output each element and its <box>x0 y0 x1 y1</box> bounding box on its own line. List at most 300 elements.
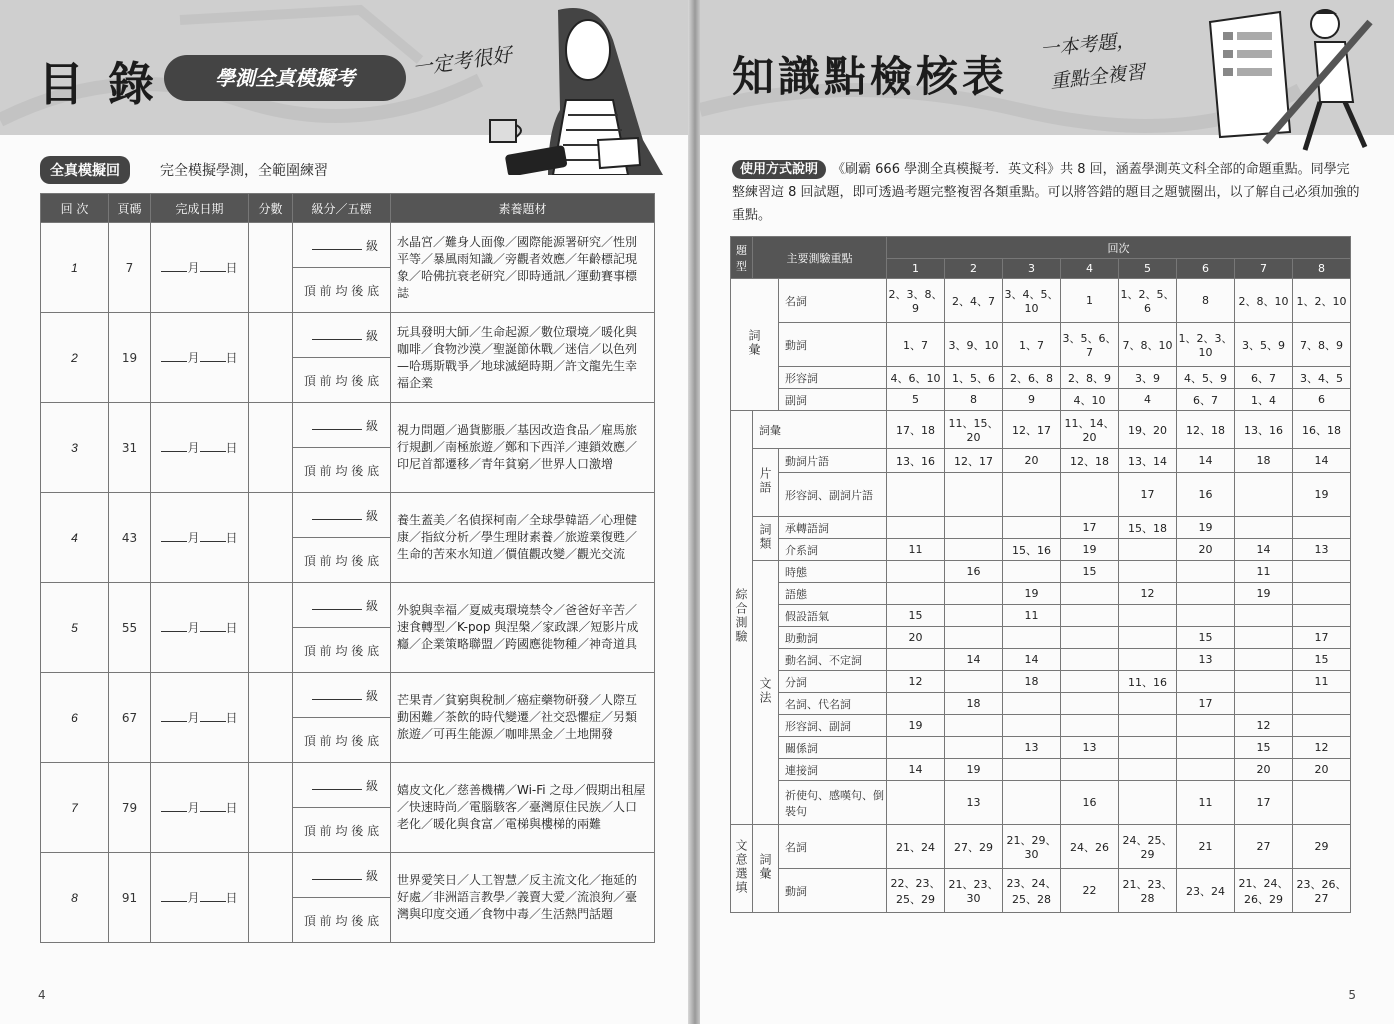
round-number: 3 <box>41 403 109 493</box>
question-numbers: 2、8、9 <box>1061 367 1119 389</box>
question-numbers: 16 <box>1177 473 1235 517</box>
question-numbers: 27、29 <box>945 825 1003 869</box>
question-numbers: 8 <box>1177 279 1235 323</box>
focus-label: 介系詞 <box>779 539 887 561</box>
page-ref: 43 <box>109 493 151 583</box>
question-numbers <box>1119 715 1177 737</box>
five-marks-cell: 頂 前 均 後 底 <box>293 808 391 853</box>
checklist-row <box>731 693 1351 715</box>
focus-label: 時態 <box>779 561 887 583</box>
checklist-row <box>731 411 1351 449</box>
question-numbers: 21、23、30 <box>945 869 1003 913</box>
question-numbers: 1、2、5、6 <box>1119 279 1177 323</box>
question-numbers: 6 <box>1293 389 1351 411</box>
day-label: 日 <box>225 621 238 635</box>
question-numbers <box>1003 715 1061 737</box>
question-numbers: 17 <box>1061 517 1119 539</box>
round-number-cell: 6 <box>1177 259 1235 279</box>
level-cell <box>293 223 391 268</box>
question-numbers <box>1177 561 1235 583</box>
question-numbers: 14 <box>1177 449 1235 473</box>
question-numbers: 12、17 <box>945 449 1003 473</box>
month-label: 月 <box>187 891 200 905</box>
level-suffix: 級 <box>365 328 378 343</box>
focus-label: 動詞片語 <box>779 449 887 473</box>
five-marks-cell: 頂 前 均 後 底 <box>293 718 391 763</box>
question-numbers <box>1119 539 1177 561</box>
group-label <box>731 825 753 913</box>
question-numbers: 11 <box>1235 561 1293 583</box>
five-marks-cell: 頂 前 均 後 底 <box>293 448 391 493</box>
question-numbers: 15、16 <box>1003 539 1061 561</box>
day-label: 日 <box>225 801 238 815</box>
group-label <box>753 449 779 517</box>
group-label <box>731 279 779 411</box>
focus-label: 助動詞 <box>779 627 887 649</box>
question-numbers: 12、17 <box>1003 411 1061 449</box>
question-numbers <box>1061 605 1119 627</box>
level-suffix: 級 <box>365 418 378 433</box>
question-numbers: 11 <box>1003 605 1061 627</box>
question-numbers <box>1061 671 1119 693</box>
question-numbers: 13、16 <box>1235 411 1293 449</box>
completion-date <box>151 583 249 673</box>
question-numbers <box>1061 473 1119 517</box>
question-numbers: 14 <box>1003 649 1061 671</box>
round-number-cell: 5 <box>1119 259 1177 279</box>
question-numbers: 13、14 <box>1119 449 1177 473</box>
question-numbers <box>1177 737 1235 759</box>
checklist-row <box>731 561 1351 583</box>
day-label: 日 <box>225 531 238 545</box>
topics-cell: 世界愛笑日／人工智慧／反主流文化／拖延的好處／非洲語言教學／義賣大愛／流浪狗／臺灣與印度交通／食物中毒／生活熱門話題 <box>391 853 655 943</box>
question-numbers: 1、2、3、10 <box>1177 323 1235 367</box>
question-numbers: 27 <box>1235 825 1293 869</box>
question-numbers: 17、18 <box>887 411 945 449</box>
question-numbers <box>887 583 945 605</box>
month-label: 月 <box>187 801 200 815</box>
toc-row <box>41 763 655 808</box>
toc-row <box>41 313 655 358</box>
exam-series-pill: 學測全真模擬考 <box>164 55 406 101</box>
question-numbers: 23、24、25、28 <box>1003 869 1061 913</box>
question-numbers <box>1293 781 1351 825</box>
question-numbers: 15 <box>887 605 945 627</box>
question-numbers <box>1293 583 1351 605</box>
question-numbers: 20 <box>887 627 945 649</box>
completion-date <box>151 763 249 853</box>
left-page <box>0 0 690 1024</box>
question-numbers: 2、8、10 <box>1235 279 1293 323</box>
question-numbers: 14 <box>1235 539 1293 561</box>
checklist-row <box>731 869 1351 913</box>
question-numbers: 15 <box>1235 737 1293 759</box>
month-blank <box>161 350 187 362</box>
checklist-row <box>731 627 1351 649</box>
page-title: 知識點檢核表 <box>732 52 1009 101</box>
checklist-row <box>731 715 1351 737</box>
question-numbers: 21、23、28 <box>1119 869 1177 913</box>
question-numbers <box>945 473 1003 517</box>
question-numbers <box>945 583 1003 605</box>
group-label <box>753 561 779 825</box>
level-cell <box>293 403 391 448</box>
question-numbers: 4、10 <box>1061 389 1119 411</box>
usage-tag: 使用方式說明 <box>732 160 826 179</box>
question-numbers <box>1177 759 1235 781</box>
question-numbers: 14 <box>1293 449 1351 473</box>
question-numbers: 22 <box>1061 869 1119 913</box>
level-suffix: 級 <box>365 598 378 613</box>
checklist-row <box>731 781 1351 825</box>
level-blank <box>312 327 362 340</box>
month-label: 月 <box>187 351 200 365</box>
day-blank <box>200 440 226 452</box>
question-numbers <box>1177 605 1235 627</box>
focus-label: 形容詞、副詞 <box>779 715 887 737</box>
page-title: 目 錄 <box>38 57 159 111</box>
question-numbers: 12 <box>1235 715 1293 737</box>
question-numbers: 3、9 <box>1119 367 1177 389</box>
checklist-row <box>731 583 1351 605</box>
level-blank <box>312 687 362 700</box>
question-numbers: 19 <box>1003 583 1061 605</box>
toc-row <box>41 403 655 448</box>
question-numbers: 13、16 <box>887 449 945 473</box>
page-ref: 55 <box>109 583 151 673</box>
score-cell <box>249 223 293 313</box>
focus-label: 名詞 <box>779 825 887 869</box>
focus-label: 動詞 <box>779 869 887 913</box>
question-numbers <box>945 517 1003 539</box>
question-numbers <box>1293 517 1351 539</box>
group-label-text: 片語 <box>758 467 772 495</box>
checklist-header-row <box>731 237 1351 259</box>
month-label: 月 <box>187 261 200 275</box>
month-blank <box>161 620 187 632</box>
five-marks-cell: 頂 前 均 後 底 <box>293 268 391 313</box>
round-number-cell: 2 <box>945 259 1003 279</box>
question-numbers <box>1061 715 1119 737</box>
question-numbers: 9 <box>1003 389 1061 411</box>
round-header: 回次 <box>887 237 1351 259</box>
day-label: 日 <box>225 351 238 365</box>
focus-label: 形容詞、副詞片語 <box>779 473 887 517</box>
round-number: 2 <box>41 313 109 403</box>
group-label-text: 文法 <box>758 677 772 705</box>
question-numbers <box>1235 627 1293 649</box>
question-numbers: 16 <box>1061 781 1119 825</box>
question-numbers: 8 <box>945 389 1003 411</box>
question-numbers: 3、5、6、7 <box>1061 323 1119 367</box>
score-cell <box>249 403 293 493</box>
level-blank <box>312 597 362 610</box>
checklist-illustration <box>1205 2 1375 152</box>
question-numbers: 12、18 <box>1177 411 1235 449</box>
question-numbers <box>1003 561 1061 583</box>
question-numbers <box>1119 627 1177 649</box>
question-numbers: 20 <box>1177 539 1235 561</box>
toc-row <box>41 853 655 898</box>
focus-header: 主要測驗重點 <box>753 237 887 279</box>
score-cell <box>249 583 293 673</box>
focus-label: 名詞、代名詞 <box>779 693 887 715</box>
focus-label: 分詞 <box>779 671 887 693</box>
section-tag: 全真模擬回 <box>40 156 130 184</box>
round-number: 5 <box>41 583 109 673</box>
level-suffix: 級 <box>365 238 378 253</box>
five-marks-cell: 頂 前 均 後 底 <box>293 628 391 673</box>
toc-header-cell: 分數 <box>249 194 293 223</box>
question-numbers <box>1119 649 1177 671</box>
question-numbers: 3、4、5、10 <box>1003 279 1061 323</box>
question-numbers <box>945 539 1003 561</box>
page-number: 5 <box>1348 988 1356 1002</box>
completion-date <box>151 853 249 943</box>
question-numbers: 11、16 <box>1119 671 1177 693</box>
topics-cell: 嬉皮文化／慈善機構／Wi-Fi 之母／假期出租屋／快速時尚／電腦駭客／臺灣原住民族／人口老化／暖化與食富／電梯與樓梯的兩難 <box>391 763 655 853</box>
question-numbers <box>1003 473 1061 517</box>
question-numbers <box>887 737 945 759</box>
question-numbers: 20 <box>1235 759 1293 781</box>
question-numbers <box>945 715 1003 737</box>
question-numbers <box>1235 649 1293 671</box>
completion-date <box>151 223 249 313</box>
group-label-text: 詞彙 <box>758 853 772 881</box>
question-numbers <box>1119 781 1177 825</box>
section-description: 完全模擬學測，全範圍練習 <box>160 163 328 179</box>
question-numbers <box>1293 561 1351 583</box>
question-numbers: 7、8、10 <box>1119 323 1177 367</box>
question-numbers <box>887 517 945 539</box>
checklist-row <box>731 449 1351 473</box>
day-blank <box>200 710 226 722</box>
question-numbers: 20 <box>1003 449 1061 473</box>
focus-label: 關係詞 <box>779 737 887 759</box>
question-numbers: 18 <box>1235 449 1293 473</box>
level-suffix: 級 <box>365 508 378 523</box>
question-numbers: 19 <box>945 759 1003 781</box>
question-numbers <box>945 605 1003 627</box>
toc-header-cell: 級分／五標 <box>293 194 391 223</box>
question-numbers: 11 <box>1177 781 1235 825</box>
question-numbers <box>1003 759 1061 781</box>
question-numbers: 12 <box>887 671 945 693</box>
usage-text: 《刷霸 666 學測全真模擬考．英文科》共 8 回，涵蓋學測英文科全部的命題重點。同學完整練習這 8 回試題，即可透過考題完整複習各類重點。可以將答錯的題目之題號圈出，以了解自己必須加強的重點。 <box>732 162 1360 223</box>
question-numbers: 21 <box>1177 825 1235 869</box>
topics-cell: 玩具發明大師／生命起源／數位環境／暖化與咖啡／食物沙漠／聖誕節休戰／迷信／以色列—哈瑪斯戰爭／地球滅絕時期／許文龍先生幸福企業 <box>391 313 655 403</box>
level-suffix: 級 <box>365 868 378 883</box>
group-label-text: 詞類 <box>758 523 772 551</box>
checklist-row <box>731 605 1351 627</box>
toc-header-cell: 頁碼 <box>109 194 151 223</box>
round-number-cell: 1 <box>887 259 945 279</box>
question-numbers: 11 <box>1293 671 1351 693</box>
day-blank <box>200 890 226 902</box>
group-label <box>731 411 753 825</box>
toc-table <box>40 193 655 943</box>
question-numbers: 1、7 <box>1003 323 1061 367</box>
topics-cell: 視力問題／過貨膨脹／基因改造食品／雇馬旅行規劃／南極旅遊／鄭和下西洋／連鎖效應／印尼首都遷移／青年貧窮／世界人口激增 <box>391 403 655 493</box>
question-numbers <box>1177 583 1235 605</box>
question-numbers: 14 <box>887 759 945 781</box>
checklist-row <box>731 539 1351 561</box>
month-blank <box>161 710 187 722</box>
focus-label: 動名詞、不定詞 <box>779 649 887 671</box>
toc-row <box>41 583 655 628</box>
level-cell <box>293 313 391 358</box>
question-numbers: 19 <box>1061 539 1119 561</box>
question-numbers: 2、4、7 <box>945 279 1003 323</box>
level-cell <box>293 673 391 718</box>
question-numbers: 21、24 <box>887 825 945 869</box>
focus-label: 假設語氣 <box>779 605 887 627</box>
question-numbers: 1、7 <box>887 323 945 367</box>
question-numbers: 19 <box>887 715 945 737</box>
question-numbers: 16、18 <box>1293 411 1351 449</box>
month-blank <box>161 260 187 272</box>
five-marks-cell: 頂 前 均 後 底 <box>293 538 391 583</box>
topics-cell: 外貌與幸福／夏威夷環境禁令／爸爸好辛苦／速食轉型／K-pop 與涅槃／家政課／短影片成癮／企業策略聯盟／跨國應徙物種／神奇道具 <box>391 583 655 673</box>
round-number-cell: 3 <box>1003 259 1061 279</box>
question-numbers <box>1293 715 1351 737</box>
five-marks-cell: 頂 前 均 後 底 <box>293 358 391 403</box>
question-numbers: 6、7 <box>1177 389 1235 411</box>
question-numbers: 12、18 <box>1061 449 1119 473</box>
checklist-row <box>731 737 1351 759</box>
focus-label: 名詞 <box>779 279 887 323</box>
level-suffix: 級 <box>365 688 378 703</box>
completion-date <box>151 493 249 583</box>
question-numbers: 15 <box>1293 649 1351 671</box>
question-numbers: 2、3、8、9 <box>887 279 945 323</box>
question-numbers: 18 <box>945 693 1003 715</box>
checklist-row <box>731 825 1351 869</box>
five-marks-cell: 頂 前 均 後 底 <box>293 898 391 943</box>
question-numbers: 5 <box>887 389 945 411</box>
question-numbers: 19 <box>1177 517 1235 539</box>
day-label: 日 <box>225 891 238 905</box>
round-number: 8 <box>41 853 109 943</box>
focus-label: 詞彙 <box>753 411 887 449</box>
question-numbers: 6、7 <box>1235 367 1293 389</box>
day-blank <box>200 620 226 632</box>
level-cell <box>293 853 391 898</box>
round-number: 7 <box>41 763 109 853</box>
question-numbers <box>887 473 945 517</box>
day-label: 日 <box>225 261 238 275</box>
checklist-row <box>731 323 1351 367</box>
question-numbers <box>1293 693 1351 715</box>
page-ref: 91 <box>109 853 151 943</box>
question-numbers: 4、6、10 <box>887 367 945 389</box>
day-blank <box>200 800 226 812</box>
group-label-text: 文意選填 <box>734 839 748 895</box>
toc-header-cell: 素養題材 <box>391 194 655 223</box>
question-numbers <box>1119 737 1177 759</box>
question-numbers: 13 <box>945 781 1003 825</box>
question-numbers: 20 <box>1293 759 1351 781</box>
question-numbers: 13 <box>1061 737 1119 759</box>
round-number-cell: 7 <box>1235 259 1293 279</box>
day-blank <box>200 350 226 362</box>
checklist-row <box>731 389 1351 411</box>
question-numbers <box>1003 627 1061 649</box>
question-numbers <box>1003 781 1061 825</box>
question-numbers: 11 <box>887 539 945 561</box>
question-numbers: 17 <box>1235 781 1293 825</box>
month-label: 月 <box>187 711 200 725</box>
question-numbers <box>1061 583 1119 605</box>
day-blank <box>200 530 226 542</box>
round-number-cell: 4 <box>1061 259 1119 279</box>
question-numbers: 2、6、8 <box>1003 367 1061 389</box>
question-numbers: 1、4 <box>1235 389 1293 411</box>
question-numbers: 23、24 <box>1177 869 1235 913</box>
handwritten-note-line1: 一本考題， <box>1039 29 1137 61</box>
page-ref: 79 <box>109 763 151 853</box>
month-blank <box>161 890 187 902</box>
question-numbers <box>1061 649 1119 671</box>
question-numbers: 14 <box>945 649 1003 671</box>
question-numbers <box>1235 517 1293 539</box>
student-illustration <box>488 0 668 175</box>
month-label: 月 <box>187 531 200 545</box>
topics-cell: 養生蓋美／名偵探柯南／全球學韓語／心理健康／指紋分析／學生理財素養／旅遊業復甦／生命的苦來水知道／價值觀改變／觀光交流 <box>391 493 655 583</box>
question-numbers: 11、14、20 <box>1061 411 1119 449</box>
question-numbers: 19、20 <box>1119 411 1177 449</box>
score-cell <box>249 313 293 403</box>
level-cell <box>293 493 391 538</box>
page-ref: 19 <box>109 313 151 403</box>
question-numbers: 3、9、10 <box>945 323 1003 367</box>
day-label: 日 <box>225 441 238 455</box>
level-blank <box>312 237 362 250</box>
checklist-row <box>731 279 1351 323</box>
month-label: 月 <box>187 441 200 455</box>
level-blank <box>312 507 362 520</box>
question-numbers: 1 <box>1061 279 1119 323</box>
question-numbers <box>887 649 945 671</box>
question-numbers <box>887 781 945 825</box>
checklist-row <box>731 473 1351 517</box>
group-label-text: 詞彙 <box>747 329 761 357</box>
level-blank <box>312 777 362 790</box>
round-number-cell: 8 <box>1293 259 1351 279</box>
focus-label: 副詞 <box>779 389 887 411</box>
question-numbers <box>945 627 1003 649</box>
completion-date <box>151 673 249 763</box>
checklist-row <box>731 759 1351 781</box>
page-ref: 31 <box>109 403 151 493</box>
question-numbers: 1、5、6 <box>945 367 1003 389</box>
checklist-row <box>731 649 1351 671</box>
question-numbers <box>1119 759 1177 781</box>
question-numbers: 4 <box>1119 389 1177 411</box>
question-numbers: 18 <box>1003 671 1061 693</box>
question-numbers <box>1177 715 1235 737</box>
handwritten-note: 一定考很好 <box>411 42 514 80</box>
question-numbers: 21、29、30 <box>1003 825 1061 869</box>
handwritten-note-line2: 重點全複習 <box>1049 61 1147 93</box>
question-numbers: 17 <box>1293 627 1351 649</box>
level-suffix: 級 <box>365 778 378 793</box>
question-numbers: 13 <box>1003 737 1061 759</box>
group-label-text: 綜合測驗 <box>734 588 748 644</box>
level-cell <box>293 763 391 808</box>
month-label: 月 <box>187 621 200 635</box>
round-number: 4 <box>41 493 109 583</box>
